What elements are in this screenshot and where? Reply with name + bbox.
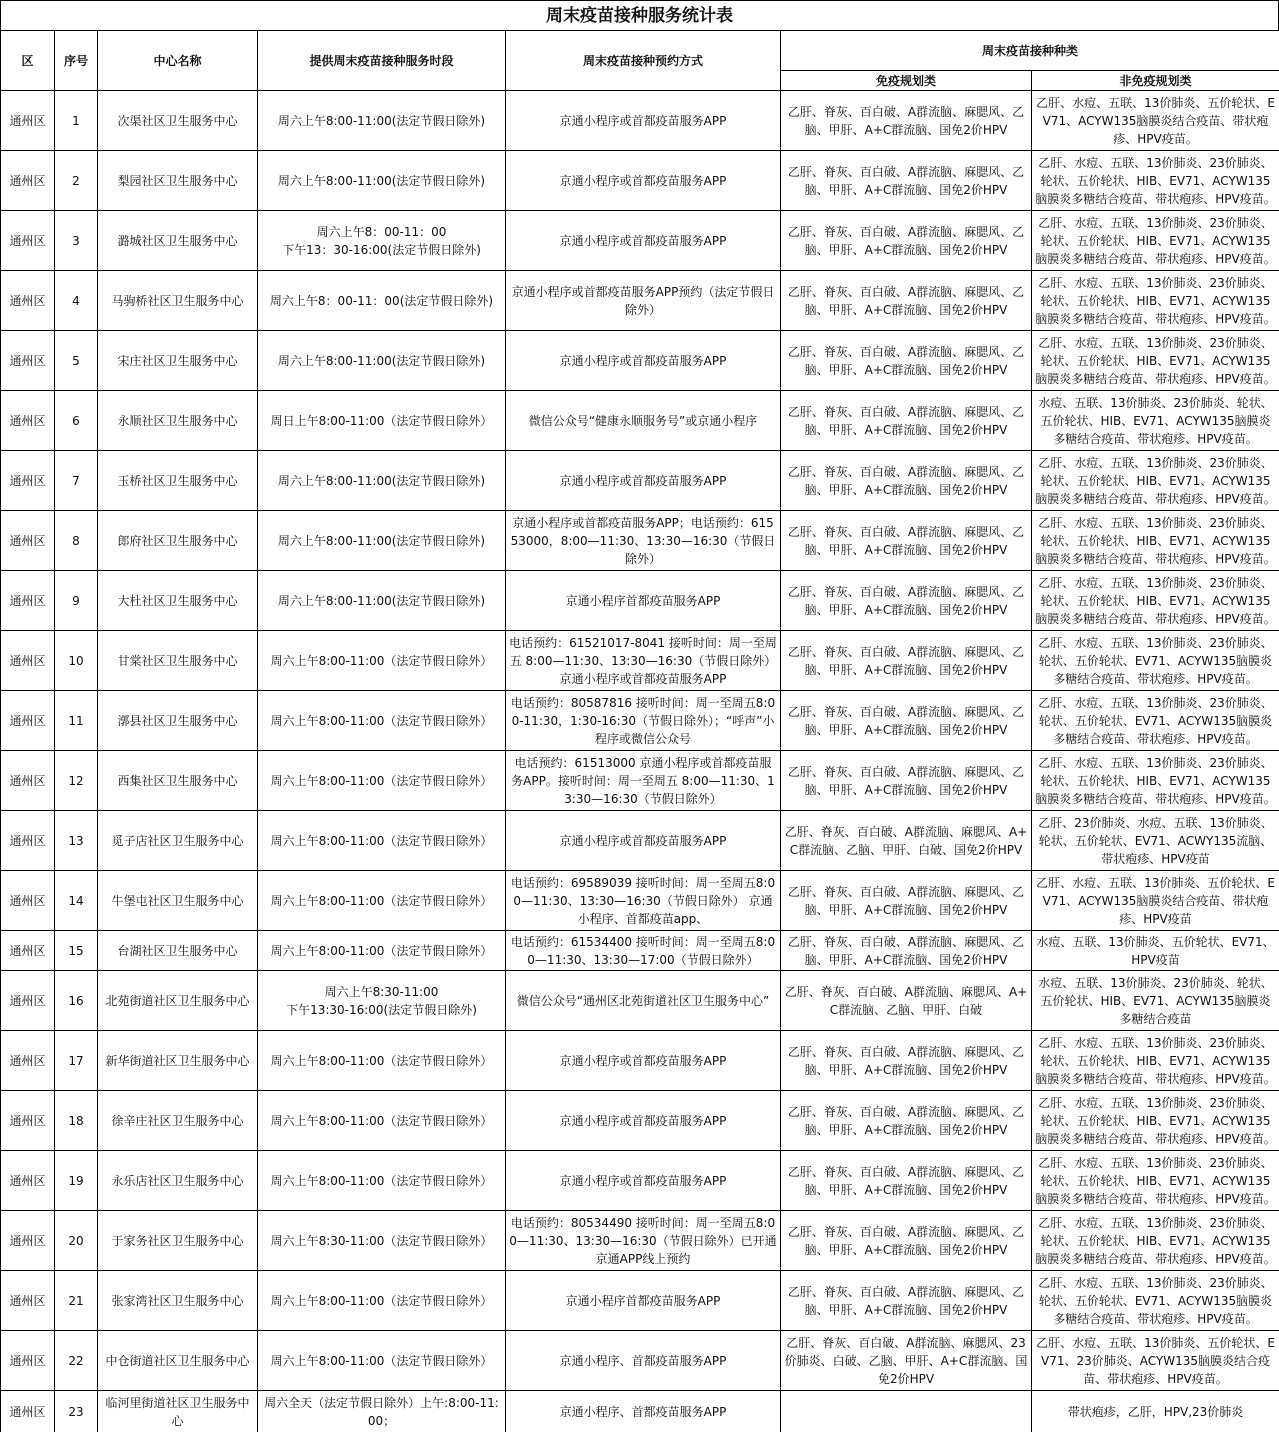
cell-center: 漷县社区卫生服务中心 [98,691,258,751]
cell-hours: 周六上午8:00-11:00(法定节假日除外) [258,571,506,631]
table-row [1,1091,1279,1151]
cell-planned [781,1391,1032,1432]
cell-hours: 周六上午8：00-11：00(法定节假日除外) [258,271,506,331]
cell-index: 2 [55,151,98,211]
cell-index: 11 [55,691,98,751]
cell-nonplanned: 水痘、五联、13价肺炎、23价肺炎、轮状、五价轮状、HIB、EV71、ACYW135脑膜炎多糖结合疫苗 [1032,971,1279,1031]
cell-district: 通州区 [1,511,55,571]
cell-hours: 周六上午8:00-11:00（法定节假日除外） [258,1151,506,1211]
cell-nonplanned: 乙肝、水痘、五联、13价肺炎、23价肺炎、轮状、五价轮状、HIB、EV71、ACYW135脑膜炎多糖结合疫苗、带状疱疹、HPV疫苗。 [1032,1091,1279,1151]
cell-district: 通州区 [1,451,55,511]
cell-hours: 周六上午8:00-11:00（法定节假日除外） [258,871,506,931]
header-types: 周末疫苗接种种类 [781,31,1279,71]
cell-planned: 乙肝、脊灰、百白破、A群流脑、麻腮风、A+C群流脑、乙脑、甲肝、白破 [781,971,1032,1031]
cell-center: 马驹桥社区卫生服务中心 [98,271,258,331]
cell-hours: 周六上午8:00-11:00（法定节假日除外） [258,1091,506,1151]
cell-booking: 京通小程序首都疫苗服务APP [506,571,781,631]
table-row [1,871,1279,931]
cell-nonplanned: 乙肝、水痘、五联、13价肺炎、23价肺炎、轮状、五价轮状、HIB、EV71、ACYW135脑膜炎多糖结合疫苗、带状疱疹、HPV疫苗。 [1032,571,1279,631]
table-row [1,751,1279,811]
cell-index: 8 [55,511,98,571]
table-row [1,91,1279,151]
cell-planned: 乙肝、脊灰、百白破、A群流脑、麻腮风、乙脑、甲肝、A+C群流脑、国免2价HPV [781,211,1032,271]
cell-booking: 京通小程序首都疫苗服务APP [506,1271,781,1331]
cell-planned: 乙肝、脊灰、百白破、A群流脑、麻腮风、乙脑、甲肝、A+C群流脑、国免2价HPV [781,91,1032,151]
cell-index: 4 [55,271,98,331]
cell-center: 永乐店社区卫生服务中心 [98,1151,258,1211]
cell-district: 通州区 [1,151,55,211]
cell-index: 7 [55,451,98,511]
cell-district: 通州区 [1,1211,55,1271]
cell-district: 通州区 [1,931,55,971]
cell-index: 22 [55,1331,98,1391]
cell-planned: 乙肝、脊灰、百白破、A群流脑、麻腮风、乙脑、甲肝、A+C群流脑、国免2价HPV [781,871,1032,931]
table-row [1,151,1279,211]
cell-nonplanned: 乙肝、水痘、五联、13价肺炎、23价肺炎、轮状、五价轮状、EV71、ACYW135脑膜炎多糖结合疫苗、带状疱疹、HPV疫苗。 [1032,691,1279,751]
table-row [1,571,1279,631]
cell-district: 通州区 [1,391,55,451]
cell-hours: 周六上午8:00-11:00（法定节假日除外） [258,631,506,691]
cell-booking: 京通小程序或首都疫苗服务APP [506,331,781,391]
cell-booking: 电话预约：80587816 接听时间：周一至周五8:00-11:30，1:30-16:30（节假日除外）；“呼声”小程序或微信公众号 [506,691,781,751]
cell-district: 通州区 [1,331,55,391]
cell-nonplanned: 乙肝、水痘、五联、13价肺炎、23价肺炎、轮状、五价轮状、EV71、ACYW135脑膜炎多糖结合疫苗、带状疱疹、HPV疫苗。 [1032,631,1279,691]
cell-nonplanned: 乙肝、水痘、五联、13价肺炎、23价肺炎、轮状、五价轮状、HIB、EV71、ACYW135脑膜炎多糖结合疫苗、带状疱疹、HPV疫苗。 [1032,331,1279,391]
cell-planned: 乙肝、脊灰、百白破、A群流脑、麻腮风、乙脑、甲肝、A+C群流脑、国免2价HPV [781,1091,1032,1151]
cell-center: 新华街道社区卫生服务中心 [98,1031,258,1091]
cell-hours: 周六上午8:00-11:00（法定节假日除外） [258,751,506,811]
cell-booking: 京通小程序或首都疫苗服务APP；电话预约：61553000，8:00—11:30、13:30—16:30（节假日除外） [506,511,781,571]
cell-booking: 京通小程序或首都疫苗服务APP [506,811,781,871]
cell-booking: 电话预约：61513000 京通小程序或首都疫苗服务APP。接听时间：周一至周五 8:00—11:30、13:30—16:30（节假日除外） [506,751,781,811]
cell-booking: 电话预约：61521017-8041 接听时间：周一至周五 8:00—11:30、13:30—16:30（节假日除外）京通小程序或首都疫苗服务APP [506,631,781,691]
cell-district: 通州区 [1,271,55,331]
cell-district: 通州区 [1,631,55,691]
cell-planned: 乙肝、脊灰、百白破、A群流脑、麻腮风、乙脑、甲肝、A+C群流脑、国免2价HPV [781,751,1032,811]
cell-planned: 乙肝、脊灰、百白破、A群流脑、麻腮风、乙脑、甲肝、A+C群流脑、国免2价HPV [781,151,1032,211]
cell-hours: 周六上午8:00-11:00（法定节假日除外） [258,691,506,751]
cell-index: 3 [55,211,98,271]
cell-planned: 乙肝、脊灰、百白破、A群流脑、麻腮风、乙脑、甲肝、A+C群流脑、国免2价HPV [781,691,1032,751]
cell-booking: 电话预约：69589039 接听时间：周一至周五8:00—11:30、13:30—16:30（节假日除外） 京通小程序、首都疫苗app、 [506,871,781,931]
cell-planned: 乙肝、脊灰、百白破、A群流脑、麻腮风、乙脑、甲肝、A+C群流脑、国免2价HPV [781,1151,1032,1211]
cell-hours: 周六上午8:00-11:00（法定节假日除外） [258,1331,506,1391]
table-row [1,691,1279,751]
cell-index: 17 [55,1031,98,1091]
cell-nonplanned: 乙肝、水痘、五联、13价肺炎、23价肺炎、轮状、五价轮状、EV71、ACYW135脑膜炎多糖结合疫苗、带状疱疹、HPV疫苗。 [1032,1271,1279,1331]
cell-nonplanned: 乙肝、水痘、五联、13价肺炎、五价轮状、EV71、ACYW135脑膜炎结合疫苗、带状疱疹、HPV疫苗 [1032,871,1279,931]
header-index: 序号 [55,31,98,91]
cell-planned: 乙肝、脊灰、百白破、A群流脑、麻腮风、乙脑、甲肝、A+C群流脑、国免2价HPV [781,1271,1032,1331]
cell-center: 中仓街道社区卫生服务中心 [98,1331,258,1391]
cell-booking: 微信公众号“健康永顺服务号”或京通小程序 [506,391,781,451]
cell-district: 通州区 [1,751,55,811]
cell-district: 通州区 [1,691,55,751]
cell-center: 大杜社区卫生服务中心 [98,571,258,631]
header-booking: 周末疫苗接种预约方式 [506,31,781,91]
cell-district: 通州区 [1,971,55,1031]
cell-booking: 电话预约：61534400 接听时间：周一至周五8:00—11:30、13:30—17:00（节假日除外） [506,931,781,971]
header-planned: 免疫规划类 [781,71,1032,91]
cell-hours: 周六全天（法定节假日除外）上午:8:00-11:00； [258,1391,506,1432]
cell-district: 通州区 [1,1151,55,1211]
cell-booking: 京通小程序或首都疫苗服务APP [506,151,781,211]
cell-center: 郎府社区卫生服务中心 [98,511,258,571]
table-row [1,631,1279,691]
cell-booking: 京通小程序或首都疫苗服务APP [506,1031,781,1091]
cell-district: 通州区 [1,871,55,931]
cell-planned: 乙肝、脊灰、百白破、A群流脑、麻腮风、乙脑、甲肝、A+C群流脑、国免2价HPV [781,931,1032,971]
cell-nonplanned: 乙肝、水痘、五联、13价肺炎、五价轮状、EV71、ACYW135脑膜炎结合疫苗、带状疱疹、HPV疫苗。 [1032,91,1279,151]
header-center: 中心名称 [98,31,258,91]
cell-district: 通州区 [1,1391,55,1432]
cell-center: 次渠社区卫生服务中心 [98,91,258,151]
cell-hours: 周六上午8：00-11：00 下午13：30-16:00(法定节假日除外) [258,211,506,271]
cell-planned: 乙肝、脊灰、百白破、A群流脑、麻腮风、乙脑、甲肝、A+C群流脑、国免2价HPV [781,331,1032,391]
cell-district: 通州区 [1,91,55,151]
table-row [1,511,1279,571]
cell-center: 觅子店社区卫生服务中心 [98,811,258,871]
table-row [1,1031,1279,1091]
table-row [1,971,1279,1031]
cell-booking: 京通小程序、首都疫苗服务APP [506,1391,781,1432]
cell-index: 10 [55,631,98,691]
cell-booking: 电话预约：80534490 接听时间：周一至周五8:00—11:30、13:30—16:30（节假日除外）已开通京通APP线上预约 [506,1211,781,1271]
cell-center: 甘棠社区卫生服务中心 [98,631,258,691]
cell-center: 梨园社区卫生服务中心 [98,151,258,211]
cell-booking: 京通小程序或首都疫苗服务APP [506,211,781,271]
cell-center: 永顺社区卫生服务中心 [98,391,258,451]
vaccine-table [0,30,1279,1432]
cell-index: 12 [55,751,98,811]
cell-booking: 京通小程序或首都疫苗服务APP [506,451,781,511]
cell-booking: 京通小程序、首都疫苗服务APP [506,1331,781,1391]
cell-index: 23 [55,1391,98,1432]
table-row [1,811,1279,871]
header-nonplanned: 非免疫规划类 [1032,71,1279,91]
cell-center: 台湖社区卫生服务中心 [98,931,258,971]
cell-nonplanned: 乙肝、水痘、五联、13价肺炎、23价肺炎、轮状、五价轮状、HIB、EV71、ACYW135脑膜炎多糖结合疫苗、带状疱疹、HPV疫苗。 [1032,271,1279,331]
cell-booking: 微信公众号“通州区北苑街道社区卫生服务中心” [506,971,781,1031]
cell-index: 21 [55,1271,98,1331]
cell-center: 西集社区卫生服务中心 [98,751,258,811]
cell-center: 北苑街道社区卫生服务中心 [98,971,258,1031]
cell-nonplanned: 乙肝、水痘、五联、13价肺炎、23价肺炎、轮状、五价轮状、HIB、EV71、ACYW135脑膜炎多糖结合疫苗、带状疱疹、HPV疫苗。 [1032,751,1279,811]
table-row [1,331,1279,391]
cell-nonplanned: 乙肝、水痘、五联、13价肺炎、23价肺炎、轮状、五价轮状、HIB、EV71、ACYW135脑膜炎多糖结合疫苗、带状疱疹、HPV疫苗。 [1032,151,1279,211]
page-title: 周末疫苗接种服务统计表 [0,0,1279,30]
cell-hours: 周六上午8:00-11:00（法定节假日除外） [258,931,506,971]
table-row [1,451,1279,511]
cell-planned: 乙肝、脊灰、百白破、A群流脑、麻腮风、乙脑、甲肝、A+C群流脑、国免2价HPV [781,451,1032,511]
cell-index: 16 [55,971,98,1031]
cell-district: 通州区 [1,571,55,631]
cell-hours: 周六上午8:00-11:00(法定节假日除外) [258,451,506,511]
cell-hours: 周六上午8:00-11:00(法定节假日除外) [258,331,506,391]
cell-index: 15 [55,931,98,971]
cell-center: 宋庄社区卫生服务中心 [98,331,258,391]
cell-hours: 周日上午8:00-11:00（法定节假日除外） [258,391,506,451]
cell-center: 张家湾社区卫生服务中心 [98,1271,258,1331]
cell-district: 通州区 [1,211,55,271]
cell-planned: 乙肝、脊灰、百白破、A群流脑、麻腮风、乙脑、甲肝、A+C群流脑、国免2价HPV [781,271,1032,331]
cell-booking: 京通小程序或首都疫苗服务APP [506,1091,781,1151]
cell-planned: 乙肝、脊灰、百白破、A群流脑、麻腮风、A+C群流脑、乙脑、甲肝、白破、国免2价HPV [781,811,1032,871]
cell-booking: 京通小程序或首都疫苗服务APP预约（法定节假日除外） [506,271,781,331]
cell-index: 14 [55,871,98,931]
cell-hours: 周六上午8:30-11:00（法定节假日除外） [258,1211,506,1271]
cell-nonplanned: 水痘、五联、13价肺炎、23价肺炎、轮状、五价轮状、HIB、EV71、ACYW135脑膜炎多糖结合疫苗、带状疱疹、HPV疫苗。 [1032,391,1279,451]
cell-nonplanned: 带状疱疹，乙肝，HPV,23价肺炎 [1032,1391,1279,1432]
cell-planned: 乙肝、脊灰、百白破、A群流脑、麻腮风、乙脑、甲肝、A+C群流脑、国免2价HPV [781,631,1032,691]
cell-index: 9 [55,571,98,631]
cell-index: 13 [55,811,98,871]
cell-hours: 周六上午8:00-11:00（法定节假日除外） [258,1271,506,1331]
cell-planned: 乙肝、脊灰、百白破、A群流脑、麻腮风、乙脑、甲肝、A+C群流脑、国免2价HPV [781,1211,1032,1271]
cell-center: 徐辛庄社区卫生服务中心 [98,1091,258,1151]
cell-index: 20 [55,1211,98,1271]
table-row [1,211,1279,271]
cell-planned: 乙肝、脊灰、百白破、A群流脑、麻腮风、乙脑、甲肝、A+C群流脑、国免2价HPV [781,1031,1032,1091]
cell-center: 潞城社区卫生服务中心 [98,211,258,271]
cell-booking: 京通小程序或首都疫苗服务APP [506,1151,781,1211]
table-body [1,91,1279,1432]
cell-nonplanned: 乙肝、水痘、五联、13价肺炎、23价肺炎、轮状、五价轮状、HIB、EV71、ACYW135脑膜炎多糖结合疫苗、带状疱疹、HPV疫苗。 [1032,211,1279,271]
cell-district: 通州区 [1,1271,55,1331]
table-row [1,931,1279,971]
cell-nonplanned: 乙肝、水痘、五联、13价肺炎、23价肺炎、轮状、五价轮状、HIB、EV71、ACYW135脑膜炎多糖结合疫苗、带状疱疹、HPV疫苗。 [1032,1211,1279,1271]
cell-nonplanned: 乙肝、23价肺炎、水痘、五联、13价肺炎、轮状、五价轮状、EV71、ACWY135流脑、带状疱疹、HPV疫苗 [1032,811,1279,871]
cell-hours: 周六上午8:00-11:00（法定节假日除外） [258,811,506,871]
cell-nonplanned: 水痘、五联、13价肺炎、五价轮状、EV71、HPV疫苗 [1032,931,1279,971]
cell-index: 19 [55,1151,98,1211]
table-row [1,1391,1279,1432]
cell-district: 通州区 [1,1031,55,1091]
cell-booking: 京通小程序或首都疫苗服务APP [506,91,781,151]
header-district: 区 [1,31,55,91]
table-row [1,1151,1279,1211]
cell-planned: 乙肝、脊灰、百白破、A群流脑、麻腮风、乙脑、甲肝、A+C群流脑、国免2价HPV [781,571,1032,631]
header-hours: 提供周末疫苗接种服务时段 [258,31,506,91]
table-row [1,391,1279,451]
table-row [1,1211,1279,1271]
cell-center: 牛堡屯社区卫生服务中心 [98,871,258,931]
cell-hours: 周六上午8:00-11:00(法定节假日除外) [258,511,506,571]
cell-hours: 周六上午8:00-11:00(法定节假日除外) [258,151,506,211]
table-row [1,1271,1279,1331]
cell-hours: 周六上午8:00-11:00(法定节假日除外) [258,91,506,151]
cell-center: 玉桥社区卫生服务中心 [98,451,258,511]
cell-district: 通州区 [1,1091,55,1151]
cell-nonplanned: 乙肝、水痘、五联、13价肺炎、23价肺炎、轮状、五价轮状、HIB、EV71、ACYW135脑膜炎多糖结合疫苗、带状疱疹、HPV疫苗。 [1032,1151,1279,1211]
table-row [1,1331,1279,1391]
cell-nonplanned: 乙肝、水痘、五联、13价肺炎、五价轮状、EV71、23价肺炎、ACYW135脑膜炎结合疫苗、带状疱疹、HPV疫苗。 [1032,1331,1279,1391]
cell-index: 6 [55,391,98,451]
cell-hours: 周六上午8:00-11:00（法定节假日除外） [258,1031,506,1091]
cell-nonplanned: 乙肝、水痘、五联、13价肺炎、23价肺炎、轮状、五价轮状、HIB、EV71、ACYW135脑膜炎多糖结合疫苗、带状疱疹、HPV疫苗。 [1032,1031,1279,1091]
table-row [1,271,1279,331]
cell-center: 临河里街道社区卫生服务中心 [98,1391,258,1432]
cell-district: 通州区 [1,811,55,871]
cell-center: 于家务社区卫生服务中心 [98,1211,258,1271]
cell-hours: 周六上午8:30-11:00 下午13:30-16:00(法定节假日除外) [258,971,506,1031]
cell-index: 5 [55,331,98,391]
cell-index: 18 [55,1091,98,1151]
cell-district: 通州区 [1,1331,55,1391]
cell-nonplanned: 乙肝、水痘、五联、13价肺炎、23价肺炎、轮状、五价轮状、HIB、EV71、ACYW135脑膜炎多糖结合疫苗、带状疱疹、HPV疫苗。 [1032,511,1279,571]
cell-nonplanned: 乙肝、水痘、五联、13价肺炎、23价肺炎、轮状、五价轮状、HIB、EV71、ACYW135脑膜炎多糖结合疫苗、带状疱疹、HPV疫苗。 [1032,451,1279,511]
cell-planned: 乙肝、脊灰、百白破、A群流脑、麻腮风、23价肺炎、白破、乙脑、甲肝、A+C群流脑、国免2价HPV [781,1331,1032,1391]
cell-index: 1 [55,91,98,151]
cell-planned: 乙肝、脊灰、百白破、A群流脑、麻腮风、乙脑、甲肝、A+C群流脑、国免2价HPV [781,391,1032,451]
cell-planned: 乙肝、脊灰、百白破、A群流脑、麻腮风、乙脑、甲肝、A+C群流脑、国免2价HPV [781,511,1032,571]
